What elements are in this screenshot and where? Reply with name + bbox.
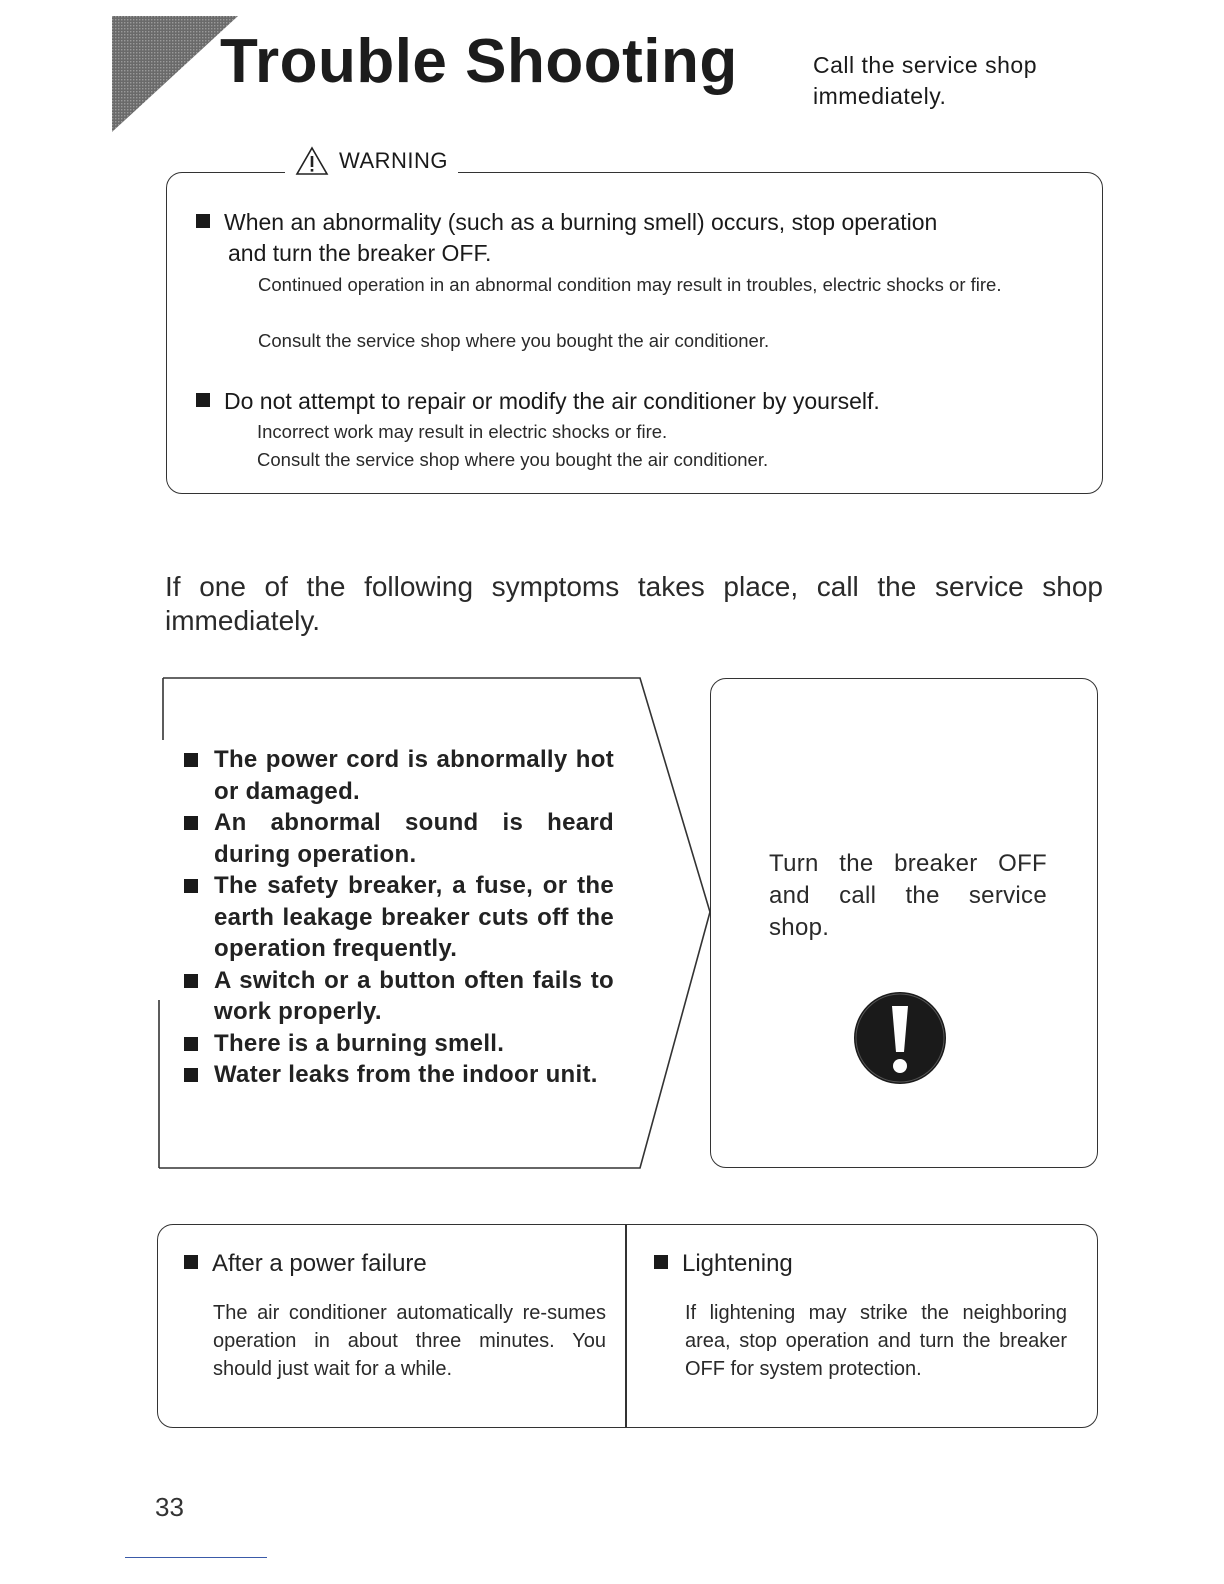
note-title-lightening: Lightening [654, 1249, 793, 1279]
warning-triangle-icon [295, 146, 329, 176]
warning-detail: Consult the service shop where you bought the air conditioner. [258, 330, 770, 351]
square-bullet-icon [184, 816, 198, 830]
square-bullet-icon [196, 214, 210, 228]
square-bullet-icon [184, 1037, 198, 1051]
page-title: Trouble Shooting [220, 27, 738, 96]
list-item: The safety breaker, a fuse, or the earth leakage breaker cuts off the operation frequently. [184, 870, 614, 965]
footer-rule [125, 1557, 267, 1558]
list-item: An abnormal sound is heard during operation. [184, 807, 614, 870]
intro-text: If one of the following symptoms takes place, call the service shop immediately. [165, 571, 1103, 636]
square-bullet-icon [654, 1255, 668, 1269]
page-number: 33 [155, 1492, 184, 1522]
square-bullet-icon [184, 1068, 198, 1082]
note-text-power-failure: The air conditioner automatically re-sumes operation in about three minutes. You should just wait for a while. [213, 1302, 606, 1380]
list-item: A switch or a button often fails to work properly. [184, 965, 614, 1028]
list-item: There is a burning smell. [184, 1028, 614, 1060]
warning-header [285, 146, 458, 176]
warning-detail: Continued operation in an abnormal condition may result in troubles, electric shocks or fire. [258, 274, 1002, 295]
list-item: Water leaks from the indoor unit. [184, 1059, 614, 1091]
square-bullet-icon [196, 393, 210, 407]
warning-item: Do not attempt to repair or modify the air conditioner by yourself. [196, 386, 1076, 417]
note-text-lightening: If lightening may strike the neighboring area, stop operation and turn the breaker OFF for system protection. [685, 1302, 1067, 1380]
notes-divider [625, 1225, 627, 1427]
action-text: Turn the breaker OFF and call the service shop. [769, 850, 1047, 941]
square-bullet-icon [184, 753, 198, 767]
square-bullet-icon [184, 974, 198, 988]
warning-item: When an abnormality (such as a burning smell) occurs, stop operation [196, 207, 1076, 238]
warning-item-continued: and turn the breaker OFF. [228, 240, 492, 266]
square-bullet-icon [184, 1255, 198, 1269]
exclamation-icon [852, 990, 948, 1086]
warning-detail: Incorrect work may result in electric shocks or fire. [257, 421, 668, 442]
symptoms-list [184, 744, 614, 1091]
note-title-power-failure: After a power failure [184, 1249, 427, 1279]
square-bullet-icon [184, 879, 198, 893]
page-subtitle: Call the service shop immediately. [813, 52, 1037, 109]
warning-detail: Consult the service shop where you bought the air conditioner. [257, 449, 769, 470]
warning-label: WARNING [339, 148, 449, 173]
list-item: The power cord is abnormally hot or damaged. [184, 744, 614, 807]
